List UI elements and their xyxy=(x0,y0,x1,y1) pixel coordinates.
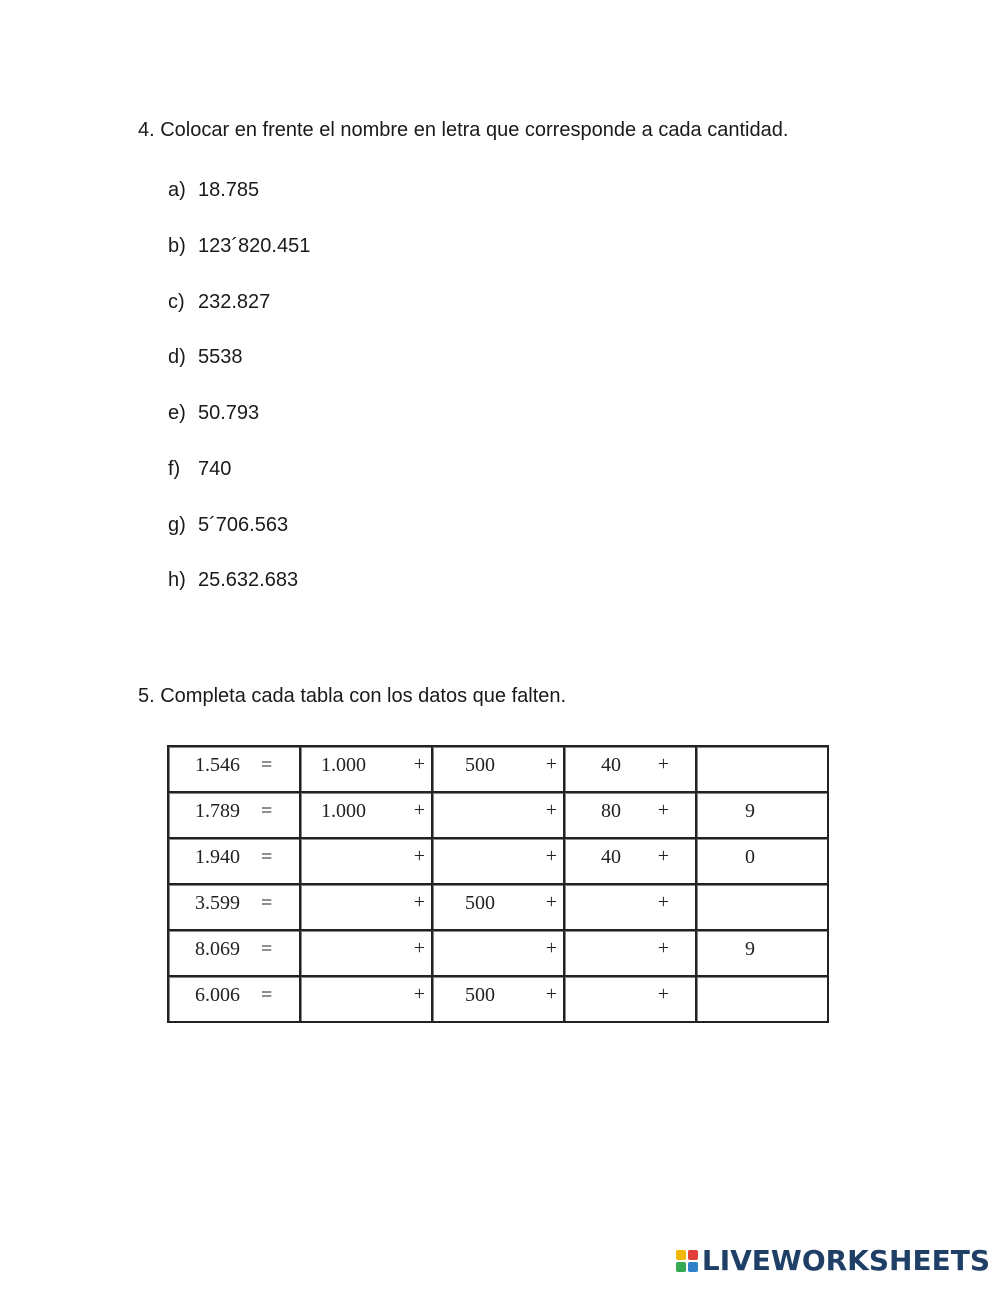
units-cell[interactable] xyxy=(696,792,828,838)
tens-cell[interactable] xyxy=(564,792,696,838)
target-number: 3.599 xyxy=(195,892,240,914)
table-row xyxy=(168,838,828,884)
equals-sign: = xyxy=(261,938,273,960)
plus-sign: + xyxy=(545,983,557,1005)
question-5-title: 5. Completa cada tabla con los datos que falten. xyxy=(138,685,567,707)
item-value: 25.632.683 xyxy=(198,569,299,591)
item-value: 5538 xyxy=(198,346,243,368)
decomposition-table xyxy=(167,745,829,1023)
item-letter: b) xyxy=(168,235,186,257)
item-letter: d) xyxy=(168,346,186,368)
thousands-cell[interactable] xyxy=(300,884,432,930)
list-item xyxy=(168,234,310,258)
thousands-value: 1.000 xyxy=(321,800,366,822)
hundreds-cell[interactable] xyxy=(432,930,564,976)
number-cell xyxy=(168,838,300,884)
list-item xyxy=(168,568,298,592)
plus-sign: + xyxy=(413,983,425,1005)
item-letter: g) xyxy=(168,514,186,536)
units-cell[interactable] xyxy=(696,746,828,792)
item-value: 5´706.563 xyxy=(198,514,289,536)
item-value: 123´820.451 xyxy=(198,235,311,257)
hundreds-value: 500 xyxy=(465,754,495,776)
liveworksheets-logo xyxy=(676,1244,990,1277)
units-cell[interactable] xyxy=(696,976,828,1022)
item-value: 232.827 xyxy=(198,291,271,313)
target-number: 1.940 xyxy=(195,846,240,868)
units-cell[interactable] xyxy=(696,930,828,976)
item-letter: e) xyxy=(168,402,186,424)
tens-cell[interactable] xyxy=(564,884,696,930)
tens-cell[interactable] xyxy=(564,976,696,1022)
plus-sign: + xyxy=(413,891,425,913)
plus-sign: + xyxy=(545,891,557,913)
plus-sign: + xyxy=(413,937,425,959)
plus-sign: + xyxy=(413,753,425,775)
target-number: 6.006 xyxy=(195,984,240,1006)
plus-sign: + xyxy=(545,753,557,775)
units-value: 9 xyxy=(745,800,755,822)
logo-text: LIVEWORKSHEETS xyxy=(701,1244,990,1277)
tens-value: 80 xyxy=(601,800,621,822)
equals-sign: = xyxy=(261,754,273,776)
plus-sign: + xyxy=(657,799,669,821)
number-cell xyxy=(168,792,300,838)
list-item xyxy=(168,457,231,481)
item-letter: a) xyxy=(168,179,186,201)
number-cell xyxy=(168,976,300,1022)
hundreds-value: 500 xyxy=(465,892,495,914)
hundreds-cell[interactable] xyxy=(432,792,564,838)
table-row xyxy=(168,930,828,976)
plus-sign: + xyxy=(657,983,669,1005)
target-number: 1.546 xyxy=(195,754,240,776)
number-cell xyxy=(168,746,300,792)
table-row xyxy=(168,976,828,1022)
thousands-cell[interactable] xyxy=(300,792,432,838)
item-value: 50.793 xyxy=(198,402,260,424)
item-value: 740 xyxy=(198,458,232,480)
table-row xyxy=(168,792,828,838)
plus-sign: + xyxy=(657,753,669,775)
plus-sign: + xyxy=(413,799,425,821)
thousands-cell[interactable] xyxy=(300,930,432,976)
tens-cell[interactable] xyxy=(564,838,696,884)
tens-cell[interactable] xyxy=(564,930,696,976)
hundreds-cell[interactable] xyxy=(432,838,564,884)
question-4-title: 4. Colocar en frente el nombre en letra que corresponde a cada cantidad. xyxy=(138,119,789,141)
equals-sign: = xyxy=(261,846,273,868)
units-cell[interactable] xyxy=(696,838,828,884)
table-row xyxy=(168,884,828,930)
units-value: 0 xyxy=(745,846,755,868)
equals-sign: = xyxy=(261,800,273,822)
hundreds-cell[interactable] xyxy=(432,746,564,792)
list-item xyxy=(168,345,243,369)
number-cell xyxy=(168,884,300,930)
list-item xyxy=(168,290,270,314)
thousands-cell[interactable] xyxy=(300,976,432,1022)
plus-sign: + xyxy=(657,891,669,913)
hundreds-value: 500 xyxy=(465,984,495,1006)
equals-sign: = xyxy=(261,984,273,1006)
plus-sign: + xyxy=(545,799,557,821)
logo-mark-icon xyxy=(676,1250,698,1272)
target-number: 8.069 xyxy=(195,938,240,960)
units-cell[interactable] xyxy=(696,884,828,930)
plus-sign: + xyxy=(545,937,557,959)
item-letter: f) xyxy=(168,458,181,480)
list-item xyxy=(168,178,259,202)
table-row xyxy=(168,746,828,792)
item-letter: c) xyxy=(168,291,185,313)
item-value: 18.785 xyxy=(198,179,260,201)
tens-value: 40 xyxy=(601,754,621,776)
plus-sign: + xyxy=(657,845,669,867)
hundreds-cell[interactable] xyxy=(432,976,564,1022)
equals-sign: = xyxy=(261,892,273,914)
plus-sign: + xyxy=(413,845,425,867)
thousands-value: 1.000 xyxy=(321,754,366,776)
list-item xyxy=(168,401,259,425)
thousands-cell[interactable] xyxy=(300,838,432,884)
tens-value: 40 xyxy=(601,846,621,868)
hundreds-cell[interactable] xyxy=(432,884,564,930)
plus-sign: + xyxy=(545,845,557,867)
units-value: 9 xyxy=(745,938,755,960)
item-letter: h) xyxy=(168,569,186,591)
list-item xyxy=(168,513,288,537)
number-cell xyxy=(168,930,300,976)
plus-sign: + xyxy=(657,937,669,959)
tens-cell[interactable] xyxy=(564,746,696,792)
thousands-cell[interactable] xyxy=(300,746,432,792)
target-number: 1.789 xyxy=(195,800,240,822)
